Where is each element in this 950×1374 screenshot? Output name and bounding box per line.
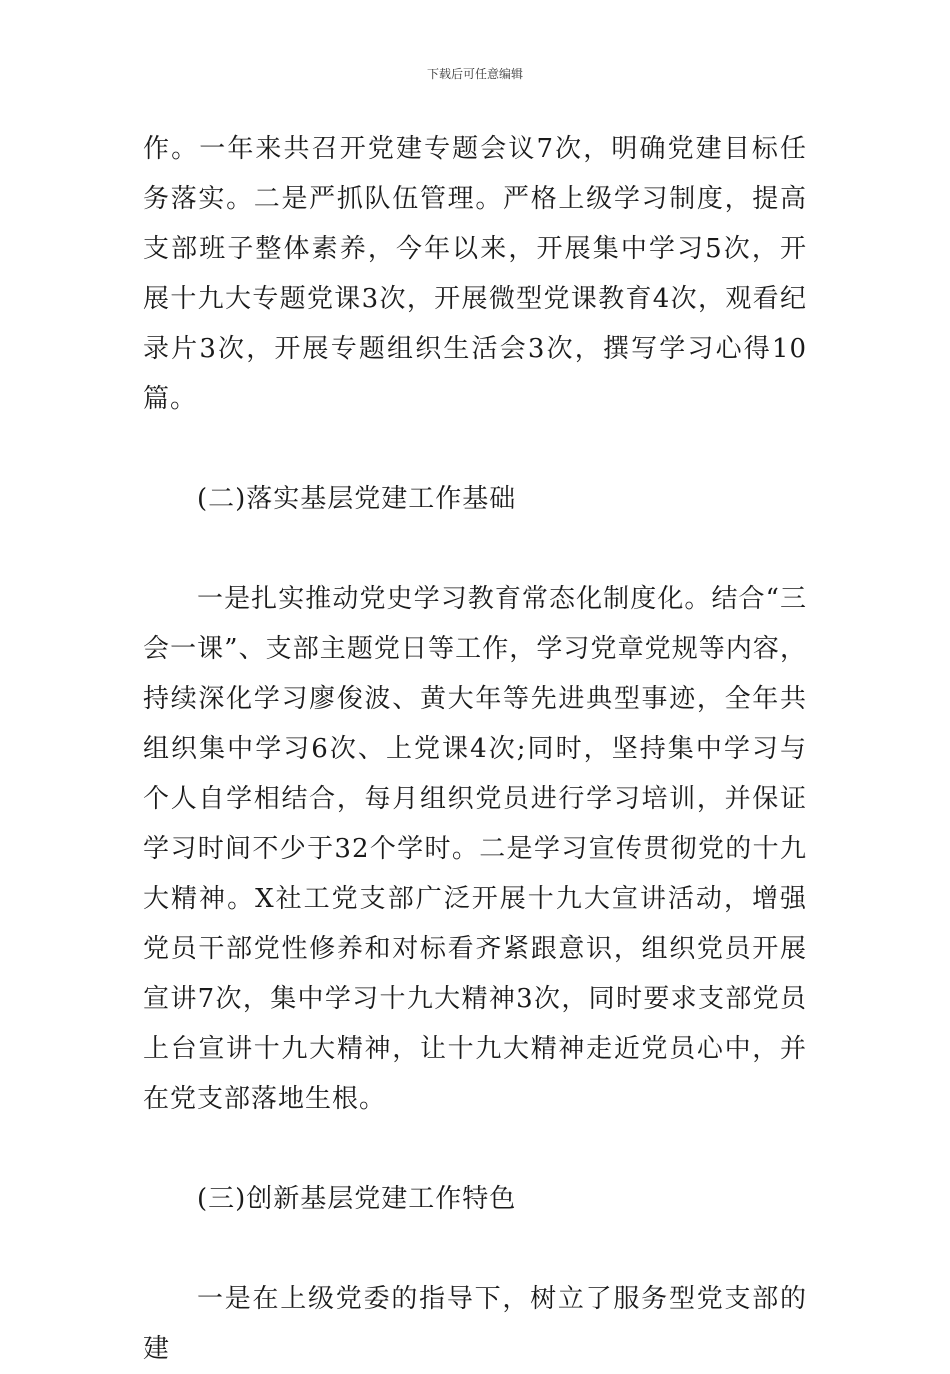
document-body [143, 124, 807, 1374]
paragraph-2: 一是扎实推动党史学习教育常态化制度化。结合“三会一课”、支部主题党日等工作，学习党章党规等内容，持续深化学习廖俊波、黄大年等先进典型事迹，全年共组织集中学习6次、上党课4次;同时，坚持集中学习与个人自学相结合，每月组织党员进行学习培训，并保证学习时间不少于32个学时。二是学习宣传贯彻党的十九大精神。X社工党支部广泛开展十九大宣讲活动，增强党员干部党性修养和对标看齐紧跟意识，组织党员开展宣讲7次，集中学习十九大精神3次，同时要求支部党员上台宣讲十九大精神，让十九大精神走近党员心中，并在党支部落地生根。 [143, 584, 807, 1114]
section-heading-2: (二)落实基层党建工作基础 [197, 484, 517, 514]
page-header-note: 下载后可任意编辑 [426, 67, 523, 81]
section-heading-3: (三)创新基层党建工作特色 [197, 1184, 517, 1214]
paragraph-3: 一是在上级党委的指导下，树立了服务型党支部的建 [143, 1284, 807, 1364]
paragraph-1: 作。一年来共召开党建专题会议7次，明确党建目标任务落实。二是严抓队伍管理。严格上级学习制度，提高支部班子整体素养，今年以来，开展集中学习5次，开展十九大专题党课3次，开展微型党课教育4次，观看纪录片3次，开展专题组织生活会3次，撰写学习心得10篇。 [143, 134, 807, 414]
